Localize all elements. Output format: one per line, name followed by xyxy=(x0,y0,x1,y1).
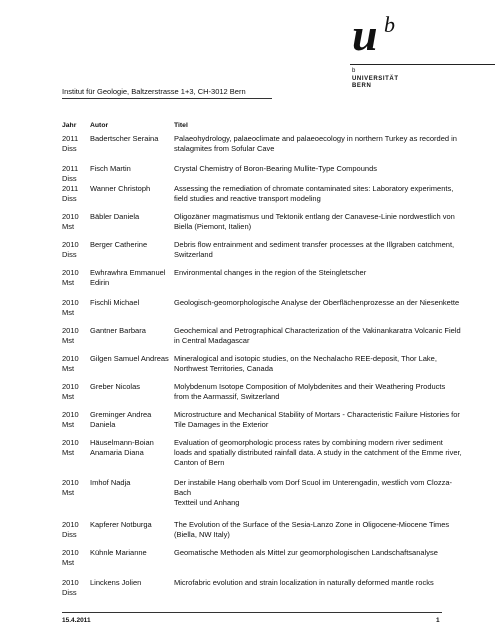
table-row xyxy=(62,410,462,438)
year-cell xyxy=(62,298,90,326)
author-cell: Linckens Jolien xyxy=(90,578,142,587)
thesis-type: Diss xyxy=(62,174,77,183)
title-cell: Geologisch-geomorphologische Analyse der Oberflächenprozesse an der Niesenkette xyxy=(174,298,460,307)
author-cell: Gantner Barbara xyxy=(90,326,146,335)
university-name xyxy=(352,68,399,91)
table-row xyxy=(62,354,462,382)
year-cell xyxy=(62,548,90,578)
table-row xyxy=(62,382,462,410)
thesis-type: Mst xyxy=(62,364,75,373)
table-row xyxy=(62,298,462,326)
thesis-type: Mst xyxy=(62,558,75,567)
title-cell: The Evolution of the Surface of the Sesia-Lanzo Zone in Oligocene-Miocene Times (Biella, NW Italy) xyxy=(174,520,450,539)
header-year: Jahr xyxy=(62,122,77,129)
table-row xyxy=(62,212,462,240)
year-value: 2010 xyxy=(62,478,79,487)
table-row xyxy=(62,478,462,520)
year-cell xyxy=(62,134,90,164)
year-value: 2010 xyxy=(62,548,79,557)
table-body xyxy=(62,134,462,606)
author-cell: Kapferer Notburga xyxy=(90,520,152,529)
year-cell xyxy=(62,164,90,184)
author-cell: Greminger Andrea Daniela xyxy=(90,410,152,429)
year-value: 2010 xyxy=(62,578,79,587)
thesis-type: Mst xyxy=(62,336,75,345)
year-cell xyxy=(62,326,90,354)
author-cell: Gilgen Samuel Andreas xyxy=(90,354,169,363)
table-row xyxy=(62,520,462,548)
footer-divider xyxy=(62,612,442,613)
institute-address: Institut für Geologie, Baltzerstrasse 1+3, CH-3012 Bern xyxy=(62,87,272,99)
year-cell xyxy=(62,578,90,606)
author-cell: Berger Catherine xyxy=(90,240,148,249)
year-cell xyxy=(62,438,90,478)
author-cell: Häuselmann-Boian Anamaria Diana xyxy=(90,438,154,457)
university-line2: BERN xyxy=(352,83,372,89)
year-cell xyxy=(62,382,90,410)
footer-date: 15.4.2011 xyxy=(62,617,91,624)
university-line1: UNIVERSITÄT xyxy=(352,75,399,82)
thesis-type: Mst xyxy=(62,420,75,429)
thesis-type: Diss xyxy=(62,250,77,259)
header-author: Autor xyxy=(90,122,109,129)
thesis-type: Mst xyxy=(62,392,75,401)
year-value: 2010 xyxy=(62,212,79,221)
table-row xyxy=(62,326,462,354)
year-cell xyxy=(62,520,90,548)
year-value: 2011 xyxy=(62,134,79,143)
thesis-type: Diss xyxy=(62,530,77,539)
table-row xyxy=(62,134,462,164)
title-cell: Palaeohydrology, palaeoclimate and palaeoecology in northern Turkey as recorded in stalagmites from Sofular Cave xyxy=(174,134,457,153)
year-value: 2010 xyxy=(62,382,79,391)
year-cell xyxy=(62,184,90,212)
title-cell: Crystal Chemistry of Boron-Bearing Mullite-Type Compounds xyxy=(174,164,377,173)
year-value: 2010 xyxy=(62,520,79,529)
title-cell: Oligozäner magmatismus und Tektonik entlang der Canavese-Linie nordwestlich von Biella (Piemont, Italien) xyxy=(174,212,455,231)
author-cell: Kühnle Marianne xyxy=(90,548,147,557)
title-cell: Microstructure and Mechanical Stability of Mortars - Characteristic Failure Histories for Tile Damages in the Exterior xyxy=(174,410,460,429)
title-cell: Evaluation of geomorphologic process rates by combining modern river sediment loads and spatially distributed rainfall data. A study in the catchment of the Emme river, Canton of Bern xyxy=(174,438,462,467)
year-value: 2010 xyxy=(62,438,79,447)
table-row xyxy=(62,268,462,298)
year-value: 2010 xyxy=(62,240,79,249)
thesis-type: Mst xyxy=(62,278,75,287)
thesis-type: Mst xyxy=(62,222,75,231)
title-cell: Geomatische Methoden als Mittel zur geomorphologischen Landschaftsanalyse xyxy=(174,548,438,557)
author-cell: Bäbler Daniela xyxy=(90,212,140,221)
author-cell: Fisch Martin xyxy=(90,164,131,173)
title-cell: Debris flow entrainment and sediment transfer processes at the Illgraben catchment, Switzerland xyxy=(174,240,455,259)
author-cell: Greber Nicolas xyxy=(90,382,141,391)
year-value: 2010 xyxy=(62,268,79,277)
header-divider xyxy=(350,64,495,65)
table-header xyxy=(62,122,462,134)
author-cell: Wanner Christoph xyxy=(90,184,151,193)
university-b: b xyxy=(352,68,356,74)
thesis-type: Mst xyxy=(62,308,75,317)
university-logo xyxy=(352,9,424,60)
title-cell: Molybdenum Isotope Composition of Molybdenites and their Weathering Products from the Aarmassif, Switzerland xyxy=(174,382,446,401)
year-value: 2010 xyxy=(62,354,79,363)
title-cell: Environmental changes in the region of the Steingletscher xyxy=(174,268,367,277)
year-cell xyxy=(62,410,90,438)
logo-b-superscript: b xyxy=(384,12,395,37)
table-row xyxy=(62,578,462,606)
title-cell: Mineralogical and isotopic studies, on the Nechalacho REE-deposit, Thor Lake, Northwest Territories, Canada xyxy=(174,354,437,373)
year-cell xyxy=(62,212,90,240)
author-cell: Imhof Nadja xyxy=(90,478,131,487)
thesis-type: Diss xyxy=(62,194,77,203)
table-row xyxy=(62,164,462,184)
year-cell xyxy=(62,478,90,520)
thesis-type: Mst xyxy=(62,448,75,457)
thesis-type: Diss xyxy=(62,144,77,153)
year-cell xyxy=(62,354,90,382)
title-cell: Der instabile Hang oberhalb vom Dorf Scuol im Unterengadin, westlich vom Clozza-Bach Textteil und Anhang xyxy=(174,478,453,507)
title-cell: Geochemical and Petrographical Characterization of the Vakinankaratra Volcanic Field in Central Madagascar xyxy=(174,326,461,345)
year-cell xyxy=(62,240,90,268)
year-value: 2010 xyxy=(62,410,79,419)
table-row xyxy=(62,240,462,268)
logo-u-mark: u xyxy=(352,9,378,60)
thesis-table xyxy=(62,122,462,606)
author-cell: Badertscher Seraina xyxy=(90,134,159,143)
author-cell: Ewhrawhra Emmanuel Edirin xyxy=(90,268,166,287)
table-row xyxy=(62,184,462,212)
title-cell: Microfabric evolution and strain localization in naturally deformed mantle rocks xyxy=(174,578,434,587)
year-value: 2010 xyxy=(62,326,79,335)
author-cell: Fischli Michael xyxy=(90,298,140,307)
year-value: 2011 xyxy=(62,184,79,193)
header-title: Titel xyxy=(174,122,188,129)
year-value: 2010 xyxy=(62,298,79,307)
year-value: 2011 xyxy=(62,164,79,173)
title-cell: Assessing the remediation of chromate contaminated sites: Laboratory experiments, field studies and reactive transport modeling xyxy=(174,184,454,203)
thesis-type: Diss xyxy=(62,588,77,597)
thesis-type: Mst xyxy=(62,488,75,497)
table-row xyxy=(62,548,462,578)
year-cell xyxy=(62,268,90,298)
footer-page-number: 1 xyxy=(436,617,440,624)
table-row xyxy=(62,438,462,478)
